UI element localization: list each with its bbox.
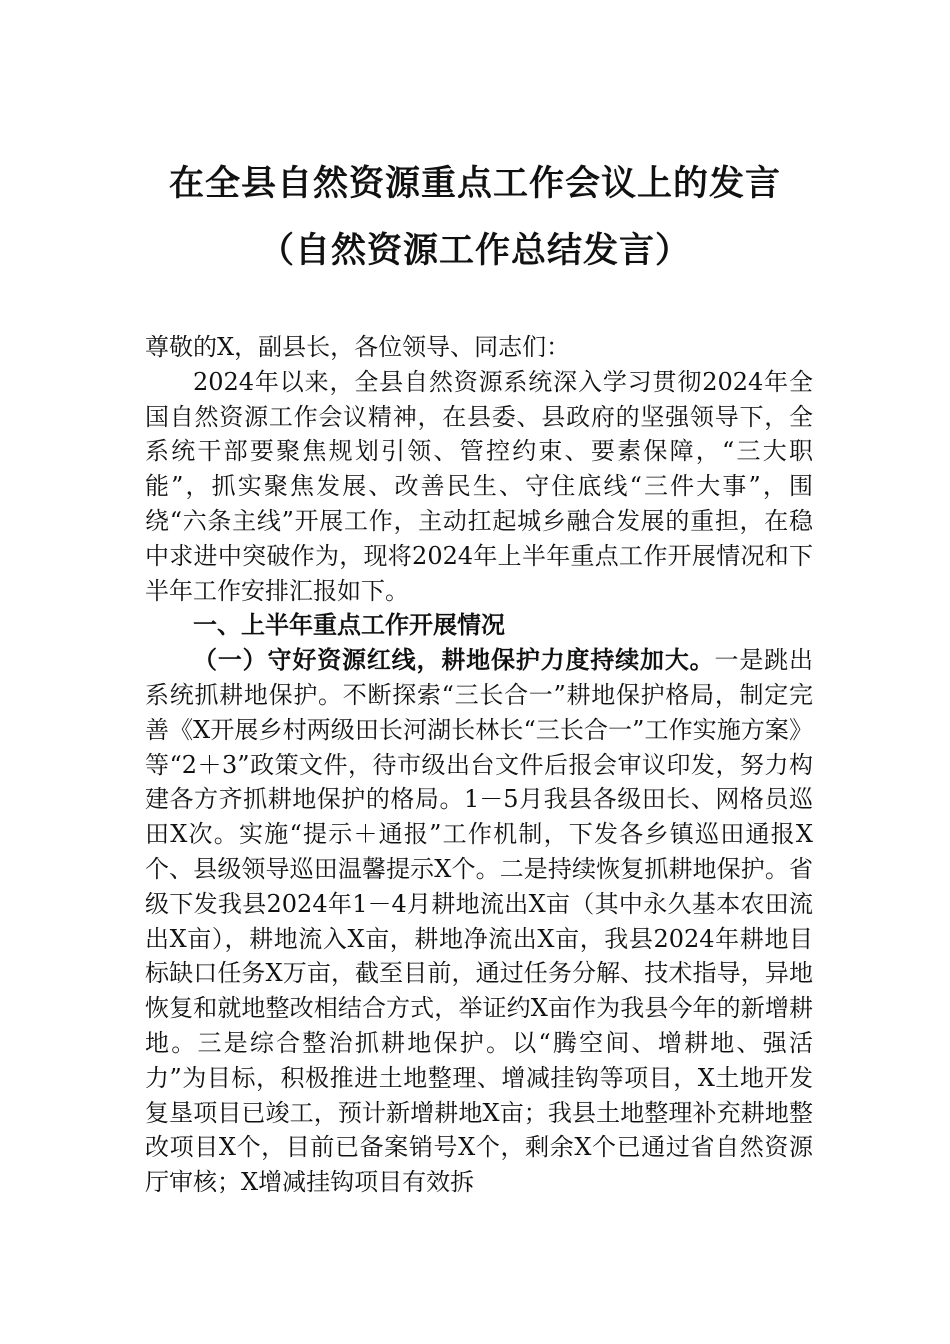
document-subtitle: （自然资源工作总结发言） <box>258 230 691 271</box>
document-title: 在全县自然资源重点工作会议上的发言 <box>168 163 781 204</box>
salutation: 尊敬的X，副县长，各位领导、同志们： <box>145 333 571 361</box>
subsection-paragraph <box>145 643 813 1200</box>
section-heading: 一、上半年重点工作开展情况 <box>193 611 505 640</box>
intro-paragraph: 2024年以来，全县自然资源系统深入学习贯彻2024年全国自然资源工作会议精神，在县委、县政府的坚强领导下，全系统干部要聚焦规划引领、管控约束、要素保障，“三大职能”，抓实聚焦发展、改善民生、守住底线“三件大事”，围绕“六条主线”开展工作，主动扛起城乡融合发展的重担，在稳中求进中突破作为，现将2024年上半年重点工作开展情况和下半年工作安排汇报如下。 <box>145 367 813 605</box>
subsection-lead: （一）守好资源红线，耕地保护力度持续加大。 <box>193 645 715 675</box>
subsection-text: 一是跳出系统抓耕地保护。不断探索“三长合一”耕地保护格局，制定完善《X开展乡村两级田长河湖长林长“三长合一”工作实施方案》等“2＋3”政策文件，待市级出台文件后报会审议印发，努力构建各方齐抓耕地保护的格局。1－5月我县各级田长、网格员巡田X次。实施“提示＋通报”工作机制，下发各乡镇巡田通报X个、县级领导巡田温馨提示X个。二是持续恢复抓耕地保护。省级下发我县2024年1－4月耕地流出X亩（其中永久基本农田流出X亩），耕地流入X亩，耕地净流出X亩，我县2024年耕地目标缺口任务X万亩，截至目前，通过任务分解、技术指导，异地恢复和就地整改相结合方式，举证约X亩作为我县今年的新增耕地。三是综合整治抓耕地保护。以“腾空间、增耕地、强活力”为目标，积极推进土地整理、增减挂钩等项目，X土地开发复垦项目已竣工，预计新增耕地X亩；我县土地整理补充耕地整改项目X个，目前已备案销号X个，剩余X个已通过省自然资源厅审核；X增减挂钩项目有效拆 <box>145 646 813 1197</box>
document-body <box>145 330 813 1200</box>
